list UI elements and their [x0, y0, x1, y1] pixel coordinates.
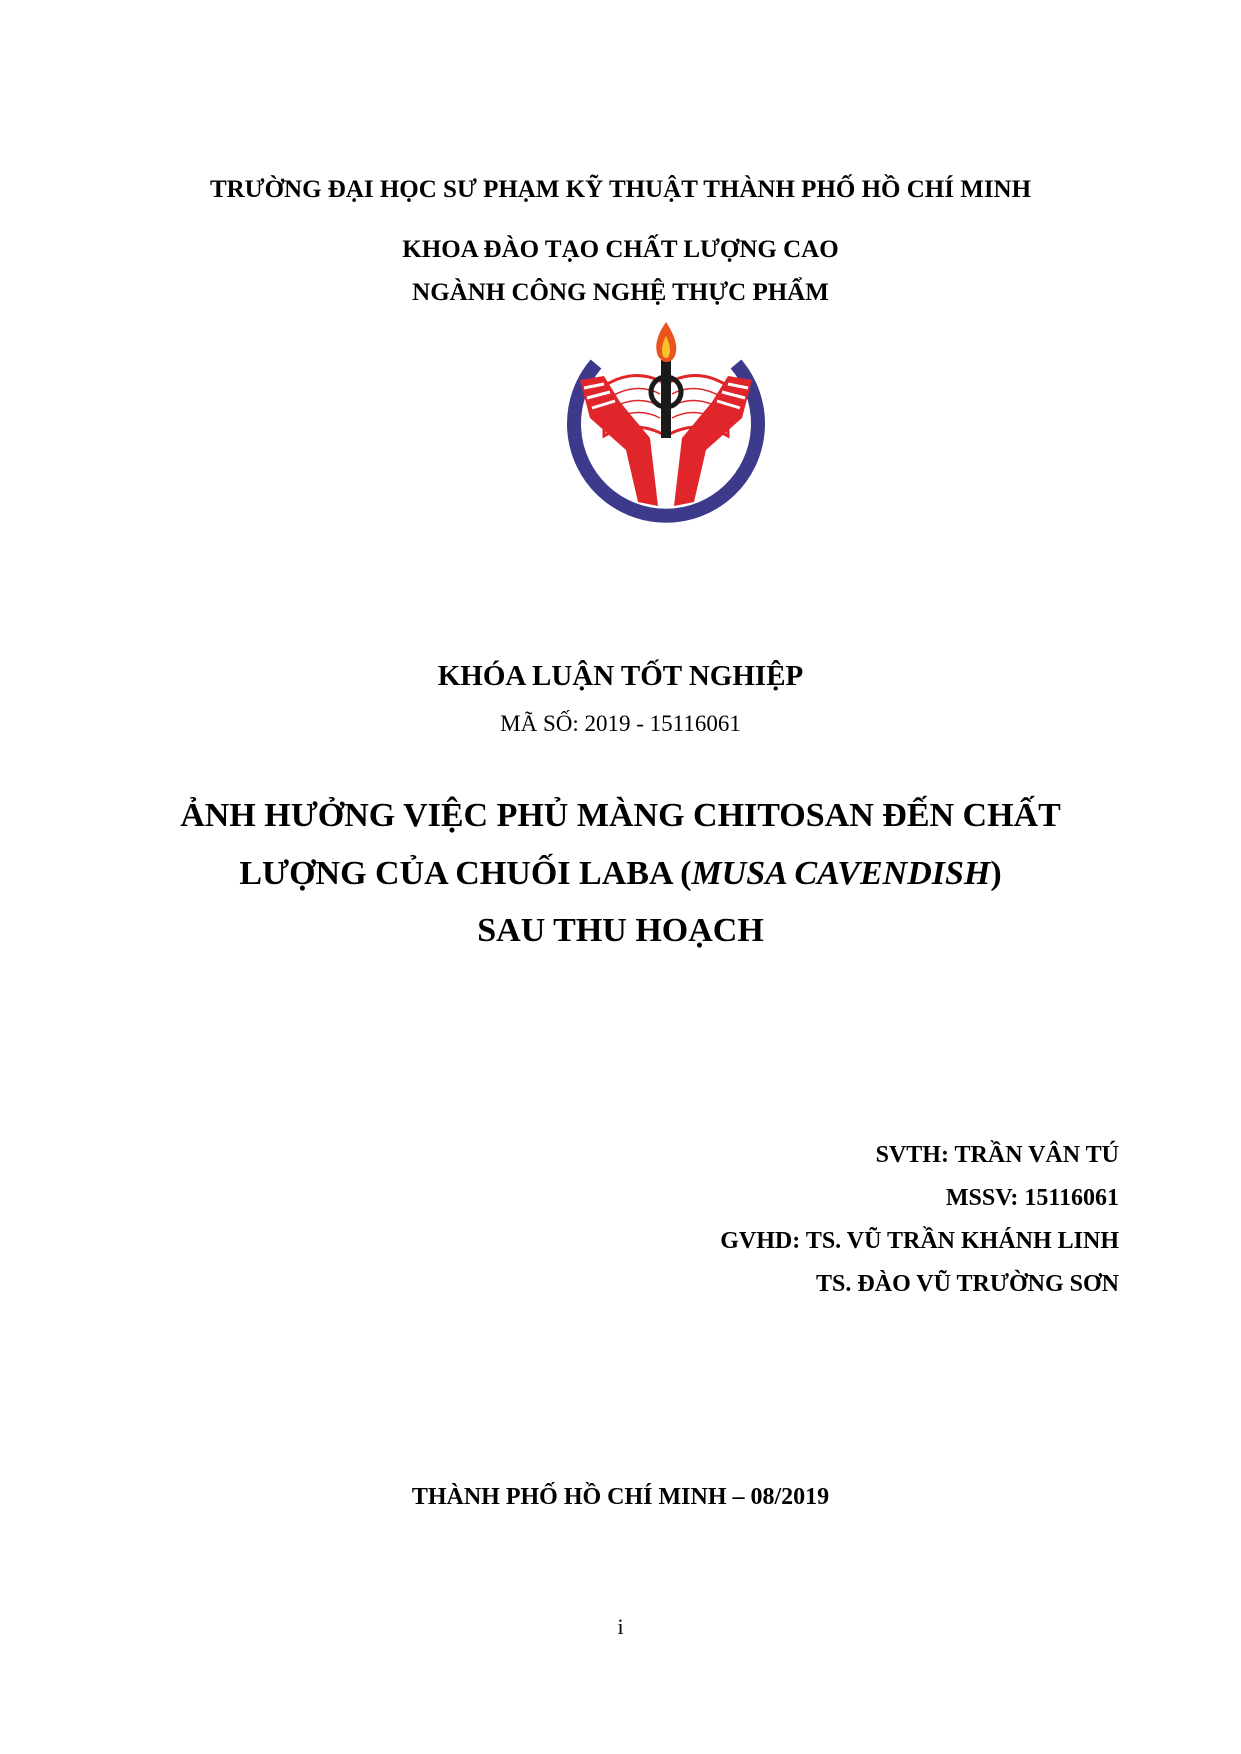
advisor-2: TS. ĐÀO VŨ TRƯỜNG SƠN [816, 1271, 1119, 1297]
thesis-type: KHÓA LUẬN TỐT NGHIỆP [437, 660, 804, 692]
student-name: SVTH: TRẦN VÂN TÚ [875, 1142, 1119, 1168]
thesis-title-line-1: ẢNH HƯỞNG VIỆC PHỦ MÀNG CHITOSAN ĐẾN CHẤT [180, 797, 1061, 834]
university-name: TRƯỜNG ĐẠI HỌC SƯ PHẠM KỸ THUẬT THÀNH PHỐ HỒ CHÍ MINH [209, 176, 1032, 203]
major-name: NGÀNH CÔNG NGHỆ THỰC PHẨM [412, 279, 829, 306]
title-text: ) [990, 855, 1002, 892]
university-emblem-icon [560, 318, 772, 530]
place-date: THÀNH PHỐ HỒ CHÍ MINH – 08/2019 [411, 1484, 830, 1510]
title-text: LƯỢNG CỦA CHUỐI LABA ( [239, 855, 692, 892]
page-number: i [617, 1614, 624, 1639]
thesis-title-line-3: SAU THU HOẠCH [477, 912, 764, 949]
student-id: MSSV: 15116061 [945, 1185, 1119, 1211]
faculty-name: KHOA ĐÀO TẠO CHẤT LƯỢNG CAO [402, 236, 839, 263]
thesis-code: MÃ SỐ: 2019 - 15116061 [500, 711, 741, 736]
advisor-1: GVHD: TS. VŨ TRẦN KHÁNH LINH [720, 1228, 1119, 1254]
scientific-name: MUSA CAVENDISH [691, 855, 991, 892]
thesis-title-line-2 [0, 855, 1241, 893]
